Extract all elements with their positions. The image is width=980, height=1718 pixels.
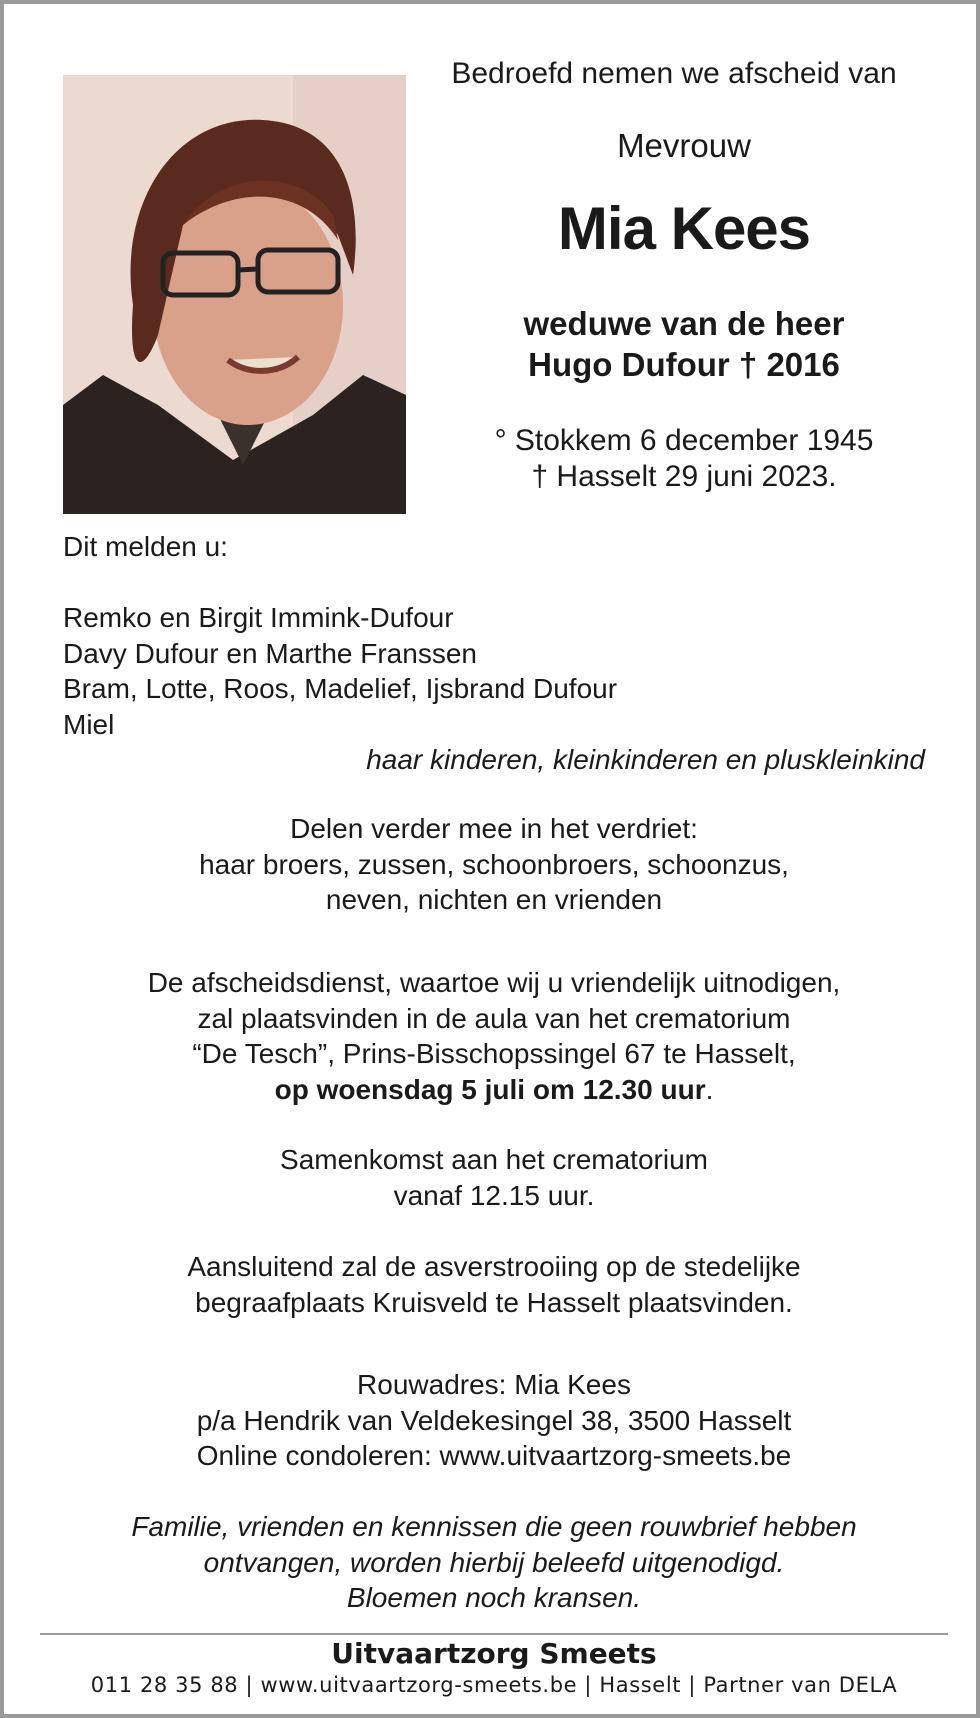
widow-info [424,303,944,385]
announce-label: Dit melden u: [63,531,228,562]
gathering-line: vanaf 12.15 uur. [393,1179,595,1211]
family-list [63,600,943,742]
closing-line: Familie, vrienden en kennissen die geen rouwbrief hebben [131,1511,857,1542]
deceased-name: Mia Kees [557,195,811,262]
birth-date: ° Stokkem 6 december 1945 [494,424,874,457]
portrait-photo [63,75,406,514]
closing-line: Bloemen noch kransen. [346,1582,642,1613]
family-member: Bram, Lotte, Roos, Madelief, Ijsbrand Dufour [63,673,618,704]
family-member: Davy Dufour en Marthe Franssen [63,637,477,669]
portrait-image [63,75,406,514]
others-section [24,811,964,918]
address-section [24,1367,964,1474]
address-line: Rouwadres: Mia Kees [357,1369,631,1400]
gathering-section [24,1142,964,1213]
intro-text: Bedroefd nemen we afscheid van [451,57,897,90]
scattering-line: begraafplaats Kruisveld te Hasselt plaatsvinden. [195,1286,793,1318]
scattering-section [24,1249,964,1320]
spouse-line: Hugo Dufour † 2016 [528,346,840,383]
others-line: haar broers, zussen, schoonbroers, schoonzus, [199,848,789,880]
address-line: p/a Hendrik van Veldekesingel 38, 3500 Hasselt [196,1404,792,1436]
scattering-line: Aansluitend zal de asverstrooiing op de stedelijke [187,1251,801,1282]
life-dates [424,423,944,495]
family-role: haar kinderen, kleinkinderen en pluskleinkind [366,744,925,775]
widow-line: weduwe van de heer [523,305,845,342]
condolence-line: Online condoleren: www.uitvaartzorg-smeets.be [196,1440,792,1471]
salutation: Mevrouw [617,127,751,164]
service-line: zal plaatsvinden in de aula van het crematorium [197,1002,791,1034]
family-member: Remko en Birgit Immink-Dufour [63,602,454,633]
closing-line: ontvangen, worden hierbij beleefd uitgenodigd. [203,1546,785,1578]
family-member: Miel [63,708,115,740]
funeral-home-name: Uitvaartzorg Smeets [331,1637,657,1670]
service-when [24,1072,964,1108]
funeral-home-contact: 011 28 35 88 | www.uitvaartzorg-smeets.be | Hasselt | Partner van DELA [90,1673,898,1697]
service-date-time: op woensdag 5 juli om 12.30 uur [274,1073,706,1105]
service-line: “De Tesch”, Prins-Bisschopssingel 67 te Hasselt, [192,1038,796,1069]
footer-divider [40,1633,948,1635]
others-line: Delen verder mee in het verdriet: [290,813,698,844]
service-section [24,965,964,1107]
gathering-line: Samenkomst aan het crematorium [280,1144,708,1175]
service-when-end: . [705,1073,714,1105]
others-line: neven, nichten en vrienden [325,884,663,915]
service-line: De afscheidsdienst, waartoe wij u vriendelijk uitnodigen, [147,967,841,998]
closing-section [24,1509,964,1616]
death-date: † Hasselt 29 juni 2023. [531,460,837,493]
